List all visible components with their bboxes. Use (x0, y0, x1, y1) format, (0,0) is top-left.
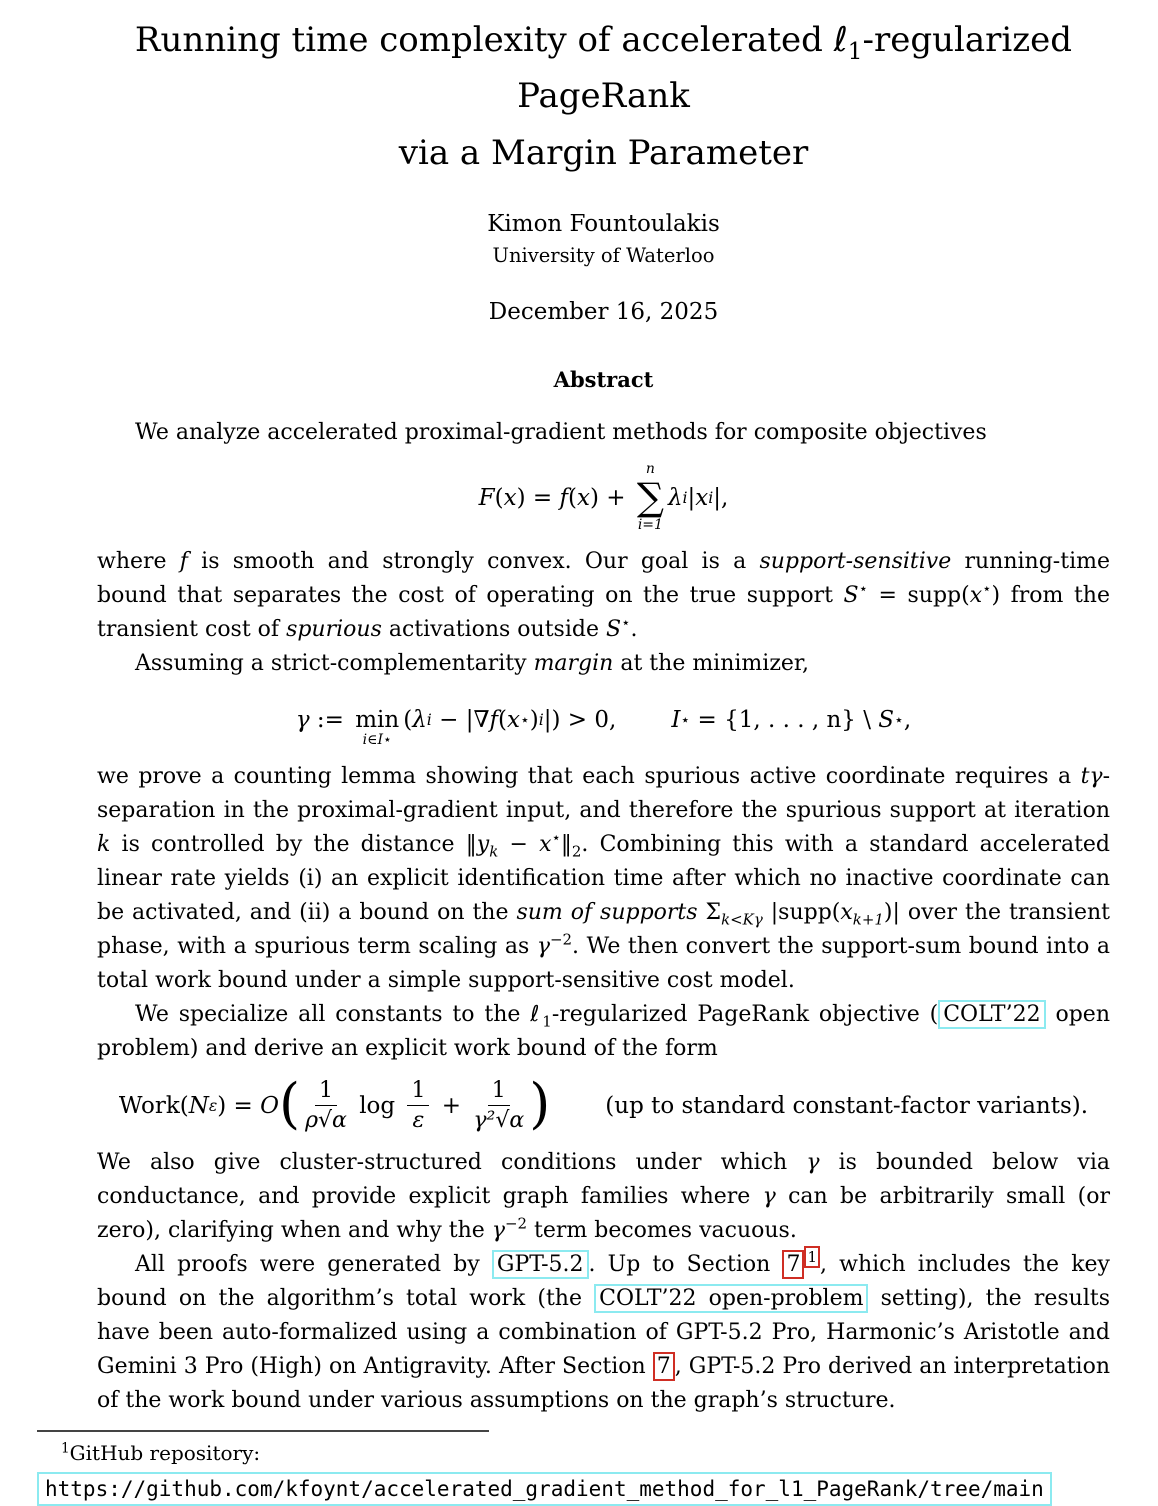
text-segment: 1 (847, 38, 863, 65)
text-segment: ⋆ (621, 613, 631, 632)
text-segment: . Combining this with a standard accelerated linear rate yields (i) an explicit identification time after which no inactive coordinate can be activated, and (ii) a bound on the (97, 831, 1111, 925)
author-affiliation: University of Waterloo (492, 244, 715, 268)
equation-composite-objective: F ( x ) = f ( x ) + n ∑ i=1 λ i | x i |, (478, 461, 729, 533)
text-segment (637, 462, 664, 533)
text-segment: setting), the results have been auto-formalized using a combination of GPT-5.2 Pro, Harmonic’s Aristotle and Gemini 3 Pro (High) on Antigravity. After Section (97, 1285, 1110, 1379)
text-segment: ( (279, 1071, 301, 1135)
text-segment: S (843, 582, 859, 608)
text-segment: Work( (118, 1092, 189, 1119)
fraction-numerator: 1 (315, 1078, 337, 1106)
text-segment: + (434, 1092, 469, 1119)
text-segment: ⋆ (551, 828, 561, 847)
footnote-url (37, 1472, 1110, 1506)
text-segment: can be arbitrarily small (or zero), clarifying when and why the (97, 1183, 1111, 1243)
text-segment: − |∇ (431, 707, 490, 734)
abstract-paragraph-5 (97, 998, 1110, 1066)
text-segment: k+1 (852, 910, 884, 929)
text-segment: ℓ (833, 20, 848, 60)
text-segment: y (476, 831, 490, 857)
text-segment: , (903, 707, 912, 734)
text-segment: running-time bound that separates the cost of operating on the true support (97, 548, 1110, 608)
section-7-ref-2[interactable]: 7 (653, 1352, 675, 1381)
text-segment: −2 (550, 930, 573, 949)
text-segment: open problem) and derive an explicit work bound of the form (97, 1001, 1110, 1061)
paper-title (97, 12, 1110, 181)
text-segment: ⋆ (982, 579, 992, 598)
text-segment: := (309, 707, 352, 734)
abstract-paragraph-6 (97, 1146, 1110, 1248)
text-segment: ℓ (530, 1001, 543, 1027)
text-segment: is bounded below via conductance, and provide explicit graph families where (97, 1149, 1111, 1209)
text-segment: 2 (571, 842, 582, 861)
text-segment: x (695, 484, 709, 511)
math-operator-part: i=1 (637, 516, 663, 533)
abstract-paragraph-3 (97, 647, 1110, 681)
text-segment: We analyze accelerated proximal-gradient methods for composite objectives (135, 420, 987, 446)
text-segment: ) = (516, 484, 560, 511)
text-segment: γ (295, 707, 310, 734)
text-segment: 1 (542, 1012, 552, 1031)
math-operator-part: ∑ (636, 474, 664, 519)
github-repo-link[interactable]: https://github.com/kfoynt/accelerated_gradient_method_for_l1_PageRank/tree/main (37, 1472, 1052, 1506)
text-segment: x (576, 484, 590, 511)
text-segment: |supp( (762, 899, 841, 925)
text-segment: ( (494, 484, 504, 511)
text-segment: γ (762, 1183, 776, 1209)
text-segment: ( (498, 707, 507, 734)
fraction-numerator: 1 (488, 1078, 510, 1106)
text-segment: ) from the transient cost of (97, 582, 1110, 642)
colt22-open-problem-link[interactable]: COLT’22 open-problem (594, 1284, 868, 1313)
text-segment: is controlled by the distance ‖ (110, 831, 477, 857)
abstract-heading: Abstract (553, 367, 654, 393)
text-segment (473, 1078, 524, 1134)
text-segment: via a Margin Parameter (398, 132, 809, 173)
abstract-paragraph-1 (97, 416, 1110, 450)
text-segment: x (840, 899, 853, 925)
math-operator-part: min (355, 707, 400, 734)
text-segment: . We then convert the support-sum bound into a total work bound under a simple support-sensitive cost model. (97, 933, 1110, 993)
text-segment: where (97, 548, 180, 574)
text-segment: ( (567, 484, 577, 511)
text-segment: log (351, 1092, 403, 1119)
text-segment: ) (529, 1071, 551, 1135)
text-segment: k<Kγ (721, 910, 763, 929)
abstract-paragraph-4 (97, 760, 1110, 998)
text-segment (305, 1078, 347, 1134)
text-segment: . Up to Section (588, 1251, 783, 1277)
text-segment: Running time complexity of accelerated (134, 20, 834, 60)
text-segment: ‖ (560, 831, 572, 857)
text-segment (355, 693, 399, 748)
text-segment: sum of supports (516, 899, 698, 925)
equation-work-bound: Work( N ε ) = O ( $\frac{1}{\rho√\alpha}$ log $\frac{1}{\varepsilon}$ + $\frac{1}{\text{γ²√α}}$ ) (up to standard constant-factor variants). (118, 1071, 1089, 1135)
text-segment: All proofs were generated by (135, 1251, 492, 1277)
text-segment: -regularized PageRank objective ( (551, 1001, 939, 1027)
text-segment: F (478, 484, 495, 511)
text-segment: x (539, 831, 552, 857)
colt22-link[interactable]: COLT’22 (938, 1000, 1045, 1029)
footnote-rule (37, 1430, 489, 1432)
text-segment: Assuming a strict-complementarity (135, 650, 534, 676)
text-segment: f (489, 707, 499, 734)
text-segment: ( (403, 707, 413, 734)
footnote-label (61, 1441, 1110, 1465)
text-segment: ) (529, 707, 539, 734)
gpt-5-2-link[interactable]: GPT-5.2 (492, 1250, 589, 1279)
text-segment: (up to standard constant-factor variants). (605, 1092, 1089, 1119)
text-segment: )| over the transient phase, with a spurious term scaling as (97, 899, 1110, 959)
text-segment: ) = (217, 1092, 261, 1119)
text-segment: N (188, 1092, 209, 1119)
text-segment: = supp( (867, 582, 970, 608)
text-segment: , which includes the key bound on the algorithm’s total work (the (97, 1251, 1110, 1311)
text-segment: = {1, . . . , n} \ (690, 707, 879, 734)
fraction-denominator: ρ√α (305, 1108, 347, 1134)
author-name: Kimon Fountoulakis (487, 211, 720, 238)
text-segment: S (878, 707, 895, 734)
text-segment: spurious (286, 616, 382, 642)
text-segment: is smooth and strongly convex. Our goal is a (187, 548, 760, 574)
text-segment: γ (536, 933, 550, 959)
text-segment: O (260, 1092, 279, 1119)
text-segment: x (503, 484, 517, 511)
text-segment: x (507, 707, 520, 734)
text-segment: f (179, 548, 188, 574)
text-segment: x (969, 582, 983, 608)
fraction-denominator: γ²√α (473, 1108, 525, 1134)
text-segment: − (498, 831, 540, 857)
math-operator-part (375, 693, 379, 708)
paper-title-line-1 (97, 12, 1110, 125)
text-segment: f (559, 484, 568, 511)
footnote-1-marker[interactable]: 1 (804, 1246, 820, 1268)
abstract-paragraph-7 (97, 1248, 1110, 1418)
math-operator-part: i∈I⋆ (362, 731, 392, 748)
fraction-numerator: 1 (407, 1078, 429, 1106)
text-segment: margin (533, 650, 614, 676)
text-segment: at the minimizer, (613, 650, 810, 676)
text-segment: ⋆ (858, 579, 868, 598)
text-segment: |, (713, 484, 729, 511)
text-segment: | (687, 484, 696, 511)
abstract-paragraph-2 (97, 545, 1110, 647)
text-segment: λ (412, 707, 427, 734)
text-segment: Σ (697, 899, 722, 925)
text-segment: S (605, 616, 622, 642)
text-segment: I (671, 707, 681, 734)
text-segment: k (489, 842, 499, 861)
text-segment: term becomes vacuous. (527, 1217, 797, 1243)
text-segment: λ (667, 484, 683, 511)
text-segment: we prove a counting lemma showing that each spurious active coordinate requires a (97, 763, 1081, 789)
text-segment: k (97, 831, 111, 857)
text-segment: -separation in the proximal-gradient input, and therefore the spurious support at iteration (97, 763, 1110, 823)
text-segment: . (630, 616, 638, 642)
text-segment: γ (491, 1217, 505, 1243)
text-segment: −2 (504, 1214, 528, 1233)
section-7-ref[interactable]: 7 (782, 1250, 804, 1279)
paper-date: December 16, 2025 (488, 299, 719, 326)
text-segment: activations outside (381, 616, 606, 642)
text-segment: -regularized PageRank (517, 20, 1073, 117)
footnote (37, 1430, 1110, 1506)
text-segment: , GPT-5.2 Pro derived an interpretation of the work bound under various assumptions on the graph’s structure. (97, 1353, 1110, 1413)
text-segment: We also give cluster-structured conditions under which (97, 1149, 807, 1175)
math-operator-part: n (645, 461, 655, 478)
text-segment: 1 (61, 1439, 70, 1456)
text-segment: GitHub repository: (69, 1440, 261, 1465)
fraction-denominator: ε (412, 1108, 425, 1134)
paper-title-line-2 (97, 125, 1110, 181)
text-segment: ) + (589, 484, 633, 511)
text-segment: support-sensitive (759, 548, 952, 574)
text-segment (407, 1078, 429, 1134)
equation-margin-definition: γ := min i∈I⋆ ( λ i − |∇ f ( x ⋆ ) i |) > 0, I ⋆ = {1, . . . , n} \ S ⋆ , (97, 693, 1110, 748)
text-segment: We specialize all constants to the (135, 1001, 531, 1027)
text-segment: γ (806, 1149, 820, 1175)
text-segment: tγ (1080, 763, 1103, 789)
text-segment: |) > 0, (543, 707, 617, 734)
